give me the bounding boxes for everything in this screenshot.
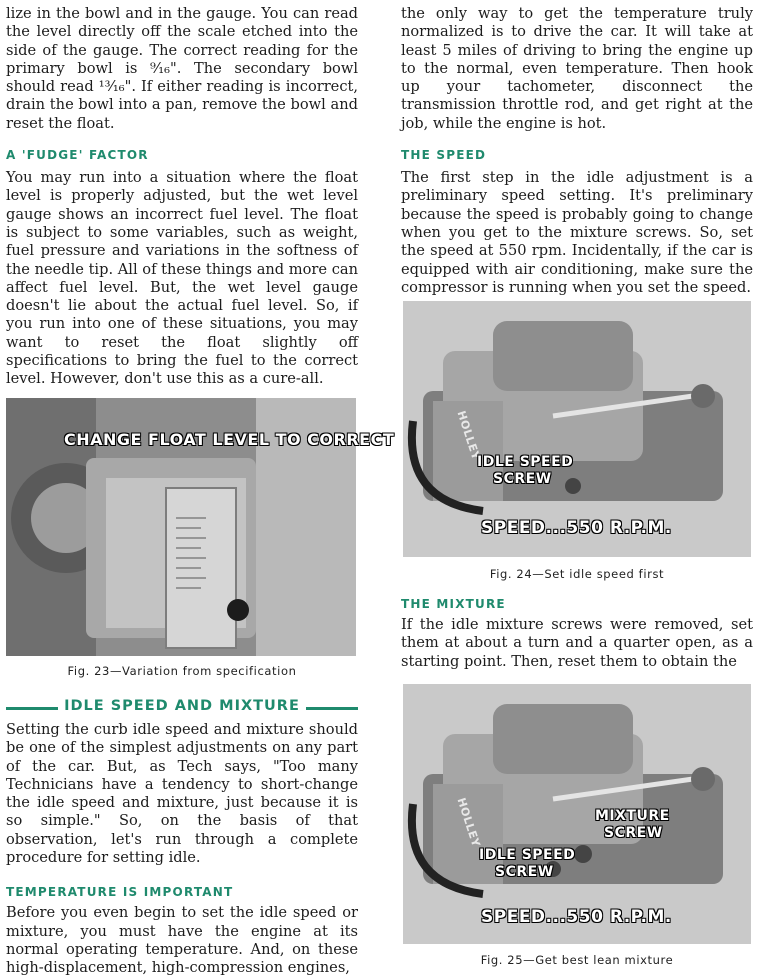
fig24-photo	[403, 301, 751, 557]
right-column	[401, 0, 753, 297]
fig23-caption: Fig. 23—Variation from specification	[67, 664, 297, 678]
fig25-idle-speed-label-line2: SCREW	[495, 864, 554, 880]
fig25-caption: Fig. 25—Get best lean mixture	[480, 953, 674, 967]
fig25-speed-label: SPEED...550 R.P.M.	[481, 907, 672, 927]
speed-heading: THE SPEED	[401, 148, 487, 163]
temperature-paragraph: Before you even begin to set the idle speed or mixture, you must have the engine at its normal operating temperature. And, on these high-displacement, high-compression engines,	[6, 904, 358, 977]
idle-paragraph: Setting the curb idle speed and mixture should be one of the simplest adjustments on any part of the car. But, as Tech says, "Too many Technicians have a tendency to short-change the idle speed and mixture, just because it is so simple." So, on the basis of that observation, let's run through a complete procedure for setting idle.	[6, 721, 358, 867]
mixture-paragraph: If the idle mixture screws were removed, set them at about a turn and a quarter open, as a starting point. Then, reset them to obtain the	[401, 616, 753, 670]
fig23-overlay-label: CHANGE FLOAT LEVEL TO CORRECT	[64, 430, 395, 449]
intro-paragraph: lize in the bowl and in the gauge. You can read the level directly off the scale etched into the side of the gauge. The correct reading for the primary bowl is ⁹⁄₁₆". The secondary bowl should read ¹³⁄₁₆". If either reading is incorrect, drain the bowl into a pan, remove the bowl and reset the float.	[6, 5, 358, 132]
fig25-idle-speed-label-line1: IDLE SPEED	[479, 847, 576, 863]
fig25-photo	[403, 684, 751, 944]
mixture-heading: THE MIXTURE	[401, 597, 506, 611]
fig24-caption: Fig. 24—Set idle speed first	[489, 567, 665, 581]
continued-paragraph: the only way to get the temperature truly normalized is to drive the car. It will take at least 5 miles of driving to bring the engine up to the normal, even temperature. Then hook up your tachometer, disconnect the transmission throttle rod, and get right at the job, while the engine is hot.	[401, 5, 753, 132]
right-column-mid	[401, 597, 753, 671]
idle-speed-mixture-section-heading	[6, 697, 358, 719]
fig24-brand-label: HOLLEY	[454, 409, 483, 462]
left-column-lower	[6, 721, 358, 978]
fig24-speed-label: SPEED...550 R.P.M.	[481, 518, 672, 538]
fig25-brand-label: HOLLEY	[454, 796, 483, 849]
speed-paragraph: The first step in the idle adjustment is a preliminary speed setting. It's preliminary because the speed is probably going to change when you get to the mixture screws. So, set the speed at 550 rpm. Incidentally, if the car is equipped with air conditioning, make sure the compressor is running when you set the speed.	[401, 169, 753, 296]
left-column	[6, 0, 358, 389]
fig24-idle-speed-label-line2: SCREW	[493, 471, 552, 487]
fig23-photo	[6, 398, 395, 656]
section-title: IDLE SPEED AND MIXTURE	[58, 698, 306, 714]
temperature-heading: TEMPERATURE IS IMPORTANT	[6, 885, 234, 900]
fudge-factor-heading: A 'FUDGE' FACTOR	[6, 148, 149, 163]
fig25-mixture-label-line2: SCREW	[604, 825, 663, 841]
fudge-factor-paragraph: You may run into a situation where the float level is properly adjusted, but the wet level gauge shows an incorrect fuel level. The float is subject to some variables, such as weight, fuel pressure and variations in the softness of the needle tip. All of these things and more can affect fuel level. But, the wet level gauge doesn't lie about the actual fuel level. So, if you run into one of these situations, you may want to reset the float slightly off specifications to bring the fuel to the correct level. However, don't use this as a cure-all.	[6, 169, 358, 388]
carburetor-mixture-image	[403, 684, 751, 944]
fig24-idle-speed-label-line1: IDLE SPEED	[477, 454, 574, 470]
fig25-mixture-label-line1: MIXTURE	[595, 808, 670, 824]
